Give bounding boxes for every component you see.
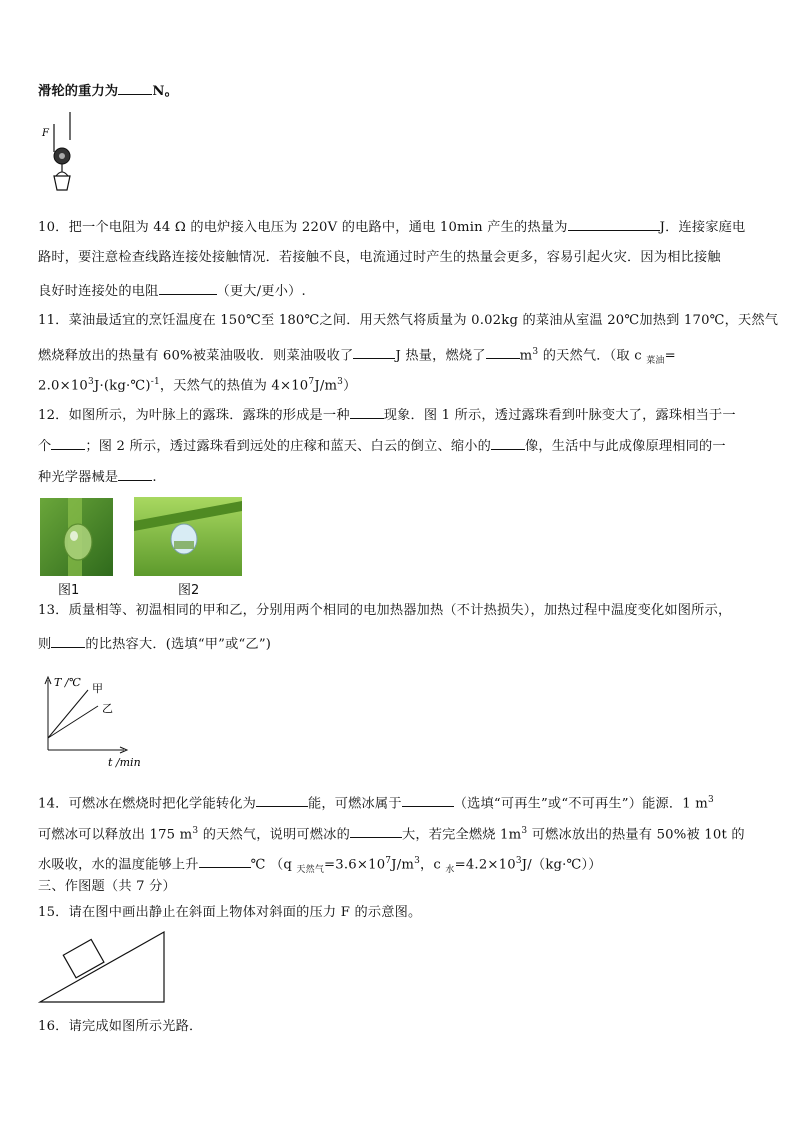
answer-blank[interactable] [159, 280, 217, 295]
q9-text: 滑轮的重力为 N。 [38, 80, 756, 102]
section-title: 三、作图题（共 7 分） [38, 879, 176, 894]
answer-blank[interactable] [118, 466, 152, 481]
incline-figure [38, 928, 170, 1006]
q12-line1: 12．如图所示，为叶脉上的露珠．露珠的形成是一种 现象．图 1 所示，透过露珠看到叶脉变大了，露珠相当于一 [38, 404, 756, 426]
q15-text: 15．请在图中画出静止在斜面上物体对斜面的压力 F 的示意图。 [38, 905, 422, 920]
answer-blank[interactable] [51, 435, 85, 450]
series-line-a [48, 690, 88, 738]
figure-caption-1: 图1 [58, 583, 80, 598]
answer-blank[interactable] [118, 80, 152, 95]
q12-line2: 个 ；图 2 所示，透过露珠看到远处的庄稼和蓝天、白云的倒立、缩小的 像，生活中与此成像原理相同的一 [38, 435, 756, 457]
block-on-incline [63, 939, 104, 977]
answer-blank[interactable] [256, 792, 308, 807]
answer-blank[interactable] [486, 344, 520, 359]
series-line-b [48, 706, 98, 738]
q13-line1: 13．质量相等、初温相同的甲和乙，分别用两个相同的电加热器加热（不计热损失），加热过程中温度变化如图所示， [38, 603, 732, 618]
q13-line2: 则 的比热容大．(选填“甲”或“乙”) [38, 633, 756, 655]
answer-blank[interactable] [491, 435, 525, 450]
q16-text: 16．请完成如图所示光路． [38, 1019, 203, 1034]
q14-line1: 14．可燃冰在燃烧时把化学能转化为 能，可燃冰属于 （选填“可再生”或“不可再生”）能源．1 $m^3$ [38, 790, 756, 814]
force-label: F [42, 128, 49, 139]
q10-line3: 良好时连接处的电阻 （更大/更小）. [38, 280, 756, 302]
temperature-time-graph [38, 672, 158, 772]
figure-caption-2: 图2 [178, 583, 200, 598]
q10-line1: 10．把一个电阻为 44 Ω 的电炉接入电压为 220V 的电路中，通电 10min 产生的热量为 J．连接家庭电 [38, 216, 756, 238]
q12-line3: 种光学器械是 . [38, 466, 756, 488]
answer-blank[interactable] [350, 404, 384, 419]
answer-blank[interactable] [51, 633, 85, 648]
answer-blank[interactable] [199, 853, 251, 868]
answer-blank[interactable] [402, 792, 454, 807]
q10-line2: 路时，要注意检查线路连接处接触情况．若接触不良，电流通过时产生的热量会更多，容易引起火灾．因为相比接触 [38, 250, 721, 265]
x-axis-label: t /min [108, 756, 141, 769]
q11-line1: 11．菜油最适宜的烹饪温度在 150℃至 180℃之间．用天然气将质量为 0.02kg 的菜油从室温 20℃加热到 170℃，天然气 [38, 313, 779, 328]
answer-blank[interactable] [568, 216, 660, 231]
incline-plane [40, 932, 164, 1002]
series-label-b: 乙 [102, 702, 113, 715]
q14-line3: 水吸收，水的温度能够上升 ℃ （q $_{天然气}=3.6\times 10^7J/m^3$，c $_水=4.2\times 10^3J/(kg\cdot℃)$） [38, 851, 756, 880]
q14-line2: 可燃冰可以释放出 175 $m^3$ 的天然气，说明可燃冰的 大，若完全燃烧 $1m^3$ 可燃冰放出的热量有 50%被 10t 的 [38, 821, 756, 845]
q11-line3: $2.0\times 10^3J\cdot(kg\cdot℃)^{-1}$，天然气的热值为 $4\times 10^7J/m^3$） [38, 377, 357, 394]
y-axis-label: T /℃ [54, 676, 81, 689]
q11-line2: 燃烧释放出的热量有 60%被菜油吸收．则菜油吸收了 J 热量，燃烧了 $m^3$ 的天然气．（取 c $_{菜油}$= [38, 342, 756, 371]
series-label-a: 甲 [92, 682, 103, 695]
dew-photo-2 [134, 497, 242, 576]
answer-blank[interactable] [353, 344, 395, 359]
pulley-figure [40, 110, 80, 200]
dew-photo-1 [40, 498, 113, 576]
answer-blank[interactable] [350, 823, 402, 838]
